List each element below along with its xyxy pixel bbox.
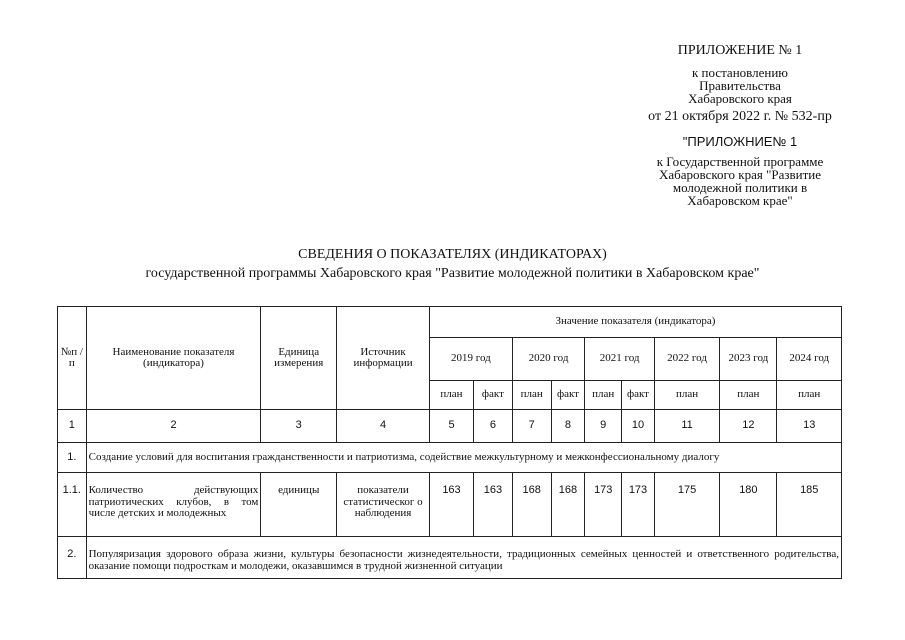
header-source: Источник информации: [337, 307, 430, 410]
appendix-line-8: Хабаровского края "Развитие: [658, 167, 822, 182]
column-number: 9: [585, 410, 622, 443]
section-row-1: [58, 443, 842, 473]
header-name: Наименование показателя (индикатора): [86, 307, 261, 410]
column-number: 2: [86, 410, 261, 443]
appendix-title: ПРИЛОЖЕНИЕ № 1: [677, 43, 803, 58]
appendix-line-5: от 21 октября 2022 г. № 532-пр: [648, 109, 832, 124]
header-value: Значение показателя (индикатора): [430, 307, 842, 338]
header-plan: план: [720, 381, 777, 410]
appendix-line-10: Хабаровском крае": [687, 193, 793, 208]
header-fact: факт: [551, 381, 585, 410]
indicator-name: Количество действующих патриотических клубов, в том числе детских и молодежных: [86, 473, 261, 537]
header-plan: план: [585, 381, 622, 410]
table-row: [58, 473, 842, 537]
value-2021-plan: 173: [585, 473, 622, 537]
column-number-row: [58, 410, 842, 443]
column-number: 13: [777, 410, 842, 443]
appendix-line-3: Правительства: [699, 78, 781, 93]
appendix-line-4: Хабаровского края: [688, 91, 792, 106]
appendix-line-2: к постановлению: [691, 65, 789, 80]
header-plan: план: [654, 381, 719, 410]
value-2020-fact: 168: [551, 473, 585, 537]
header-year-2022: 2022 год: [654, 338, 719, 381]
header-year-2019: 2019 год: [430, 338, 513, 381]
value-2019-plan: 163: [430, 473, 474, 537]
row-num: 1.1.: [58, 473, 87, 537]
header-row-1: [58, 307, 842, 338]
column-number: 8: [551, 410, 585, 443]
section-num: 1.: [58, 443, 87, 473]
indicator-source: показатели статистическог о наблюдения: [337, 473, 430, 537]
header-year-2023: 2023 год: [720, 338, 777, 381]
column-number: 6: [473, 410, 512, 443]
column-number: 4: [337, 410, 430, 443]
value-2020-plan: 168: [512, 473, 551, 537]
value-2023-plan: 180: [720, 473, 777, 537]
section-num: 2.: [58, 537, 87, 579]
header-num: №п /п: [58, 307, 87, 410]
column-number: 7: [512, 410, 551, 443]
indicator-unit: единицы: [261, 473, 337, 537]
page-title: СВЕДЕНИЯ О ПОКАЗАТЕЛЯХ (ИНДИКАТОРАХ): [298, 247, 607, 262]
section-title: Популяризация здорового образа жизни, культуры безопасности жизнедеятельности, традиционных семейных ценностей и ответственного родительства, оказание помощи подросткам и молодежи, оказавшимся в трудной жизненной ситуации: [86, 537, 841, 579]
header-fact: факт: [622, 381, 655, 410]
column-number: 1: [58, 410, 87, 443]
column-number: 5: [430, 410, 474, 443]
appendix-line-9: молодежной политики в: [672, 180, 808, 195]
appendix-line-7: к Государственной программе: [656, 154, 824, 169]
header-plan: план: [512, 381, 551, 410]
appendix-line-6: "ПРИЛОЖНИЕ№ 1: [682, 134, 798, 149]
section-title: Создание условий для воспитания гражданственности и патриотизма, содействие межкультурному и межконфессиональному диалогу: [86, 443, 841, 473]
header-plan: план: [430, 381, 474, 410]
column-number: 10: [622, 410, 655, 443]
header-year-2020: 2020 год: [512, 338, 585, 381]
column-number: 12: [720, 410, 777, 443]
header-plan: план: [777, 381, 842, 410]
header-unit: Единица измерения: [261, 307, 337, 410]
page-subtitle: государственной программы Хабаровского края "Развитие молодежной политики в Хабаровском крае": [145, 266, 760, 281]
column-number: 3: [261, 410, 337, 443]
column-number: 11: [654, 410, 719, 443]
value-2024-plan: 185: [777, 473, 842, 537]
header-fact: факт: [473, 381, 512, 410]
indicators-table: [57, 306, 842, 579]
header-year-2024: 2024 год: [777, 338, 842, 381]
section-row-2: [58, 537, 842, 579]
value-2021-fact: 173: [622, 473, 655, 537]
value-2022-plan: 175: [654, 473, 719, 537]
header-year-2021: 2021 год: [585, 338, 655, 381]
value-2019-fact: 163: [473, 473, 512, 537]
